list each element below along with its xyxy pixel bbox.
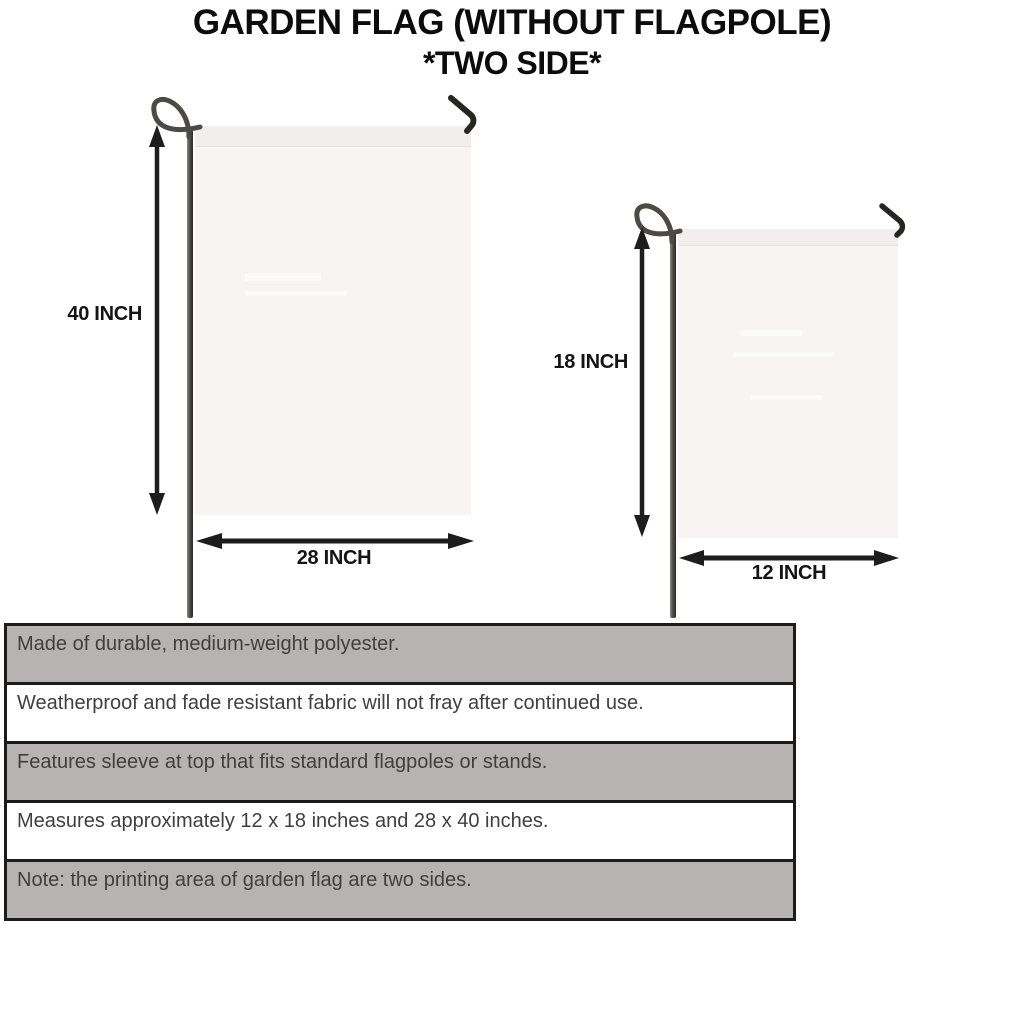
page-title: GARDEN FLAG (WITHOUT FLAGPOLE)	[192, 3, 832, 42]
flag-fabric-highlight	[750, 395, 822, 400]
feature-row: Weatherproof and fade resistant fabric will not fray after continued use.	[7, 682, 793, 741]
small-flag-cloth	[678, 229, 898, 538]
small-flagpole	[670, 233, 676, 618]
large-flag-width-label: 28 INCH	[296, 547, 372, 569]
small-flag-height-label: 18 INCH	[553, 351, 628, 373]
flag-fabric-highlight	[740, 330, 802, 336]
flag-hook-icon	[446, 94, 480, 136]
large-flag-sleeve	[195, 126, 471, 147]
large-flag-cloth	[195, 126, 471, 515]
flag-hook-icon	[878, 203, 910, 239]
flag-fabric-highlight	[245, 273, 321, 281]
flag-fabric-highlight	[733, 352, 833, 357]
flag-fabric-highlight	[245, 291, 347, 296]
features-table	[4, 623, 796, 921]
feature-row: Made of durable, medium-weight polyester.	[7, 626, 793, 682]
large-flag-height-arrow	[145, 124, 169, 516]
large-flagpole	[187, 130, 193, 618]
small-flag-sleeve	[678, 229, 898, 246]
feature-row: Note: the printing area of garden flag are two sides.	[7, 859, 793, 918]
large-flag-height-label: 40 INCH	[67, 303, 142, 325]
small-flag-width-label: 12 INCH	[751, 562, 827, 584]
page-subtitle: *TWO SIDE*	[422, 45, 602, 81]
small-flag-height-arrow	[630, 226, 654, 538]
feature-row: Features sleeve at top that fits standard flagpoles or stands.	[7, 741, 793, 800]
feature-row: Measures approximately 12 x 18 inches and 28 x 40 inches.	[7, 800, 793, 859]
